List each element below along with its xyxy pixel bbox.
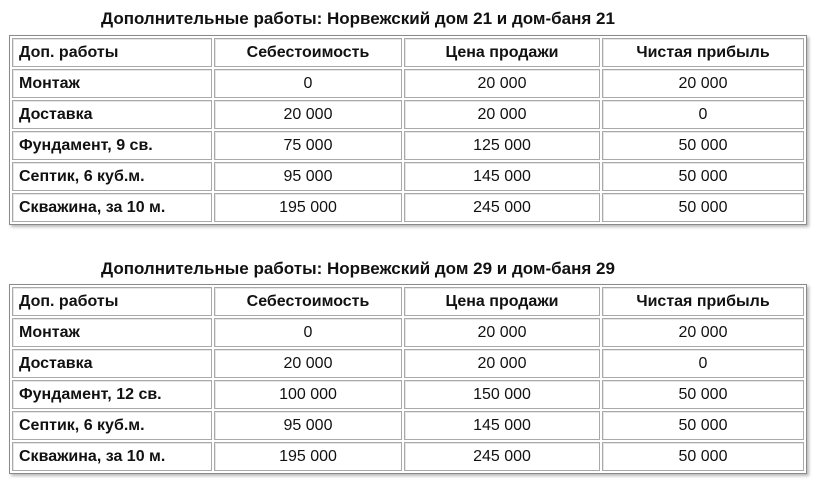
cost-cell: 195 000: [214, 193, 402, 222]
column-header-profit: Чистая прибыль: [602, 287, 804, 316]
price-cell: 20 000: [404, 69, 600, 98]
column-header-profit: Чистая прибыль: [602, 38, 804, 67]
profit-cell: 20 000: [602, 318, 804, 347]
table-row: [12, 193, 804, 222]
profit-cell: 0: [602, 100, 804, 129]
column-header-price: Цена продажи: [404, 287, 600, 316]
profit-cell: 0: [602, 349, 804, 378]
cost-cell: 100 000: [214, 380, 402, 409]
cost-cell: 75 000: [214, 131, 402, 160]
column-header-price: Цена продажи: [404, 38, 600, 67]
price-cell: 145 000: [404, 162, 600, 191]
table-row: [12, 318, 804, 347]
extra-works-table: [9, 35, 807, 225]
table-row: [12, 131, 804, 160]
work-name-cell: Септик, 6 куб.м.: [12, 162, 212, 191]
work-name-cell: Фундамент, 12 св.: [12, 380, 212, 409]
cost-cell: 20 000: [214, 100, 402, 129]
cost-cell: 95 000: [214, 411, 402, 440]
table-row: [12, 380, 804, 409]
column-header-cost: Себестоимость: [214, 287, 402, 316]
table-row: [12, 100, 804, 129]
table-row: [12, 69, 804, 98]
work-name-cell: Скважина, за 10 м.: [12, 442, 212, 471]
work-name-cell: Монтаж: [12, 318, 212, 347]
profit-cell: 20 000: [602, 69, 804, 98]
cost-cell: 0: [214, 318, 402, 347]
cost-cell: 0: [214, 69, 402, 98]
work-name-cell: Доставка: [12, 349, 212, 378]
column-header-work: Доп. работы: [12, 287, 212, 316]
price-cell: 150 000: [404, 380, 600, 409]
table-title: Дополнительные работы: Норвежский дом 21 и дом-баня 21: [101, 9, 615, 28]
price-cell: 125 000: [404, 131, 600, 160]
price-cell: 20 000: [404, 318, 600, 347]
cost-cell: 95 000: [214, 162, 402, 191]
column-header-cost: Себестоимость: [214, 38, 402, 67]
extra-works-table: [9, 284, 807, 474]
work-name-cell: Фундамент, 9 св.: [12, 131, 212, 160]
profit-cell: 50 000: [602, 193, 804, 222]
column-header-work: Доп. работы: [12, 38, 212, 67]
table-header-row: [12, 287, 804, 316]
price-cell: 245 000: [404, 442, 600, 471]
profit-cell: 50 000: [602, 131, 804, 160]
price-cell: 20 000: [404, 100, 600, 129]
work-name-cell: Скважина, за 10 м.: [12, 193, 212, 222]
work-name-cell: Монтаж: [12, 69, 212, 98]
profit-cell: 50 000: [602, 411, 804, 440]
table-title: Дополнительные работы: Норвежский дом 29 и дом-баня 29: [101, 259, 615, 278]
table-row: [12, 411, 804, 440]
price-cell: 20 000: [404, 349, 600, 378]
table-header-row: [12, 38, 804, 67]
table-row: [12, 349, 804, 378]
price-cell: 145 000: [404, 411, 600, 440]
price-cell: 245 000: [404, 193, 600, 222]
table-row: [12, 442, 804, 471]
profit-cell: 50 000: [602, 442, 804, 471]
profit-cell: 50 000: [602, 162, 804, 191]
work-name-cell: Доставка: [12, 100, 212, 129]
table-row: [12, 162, 804, 191]
cost-cell: 195 000: [214, 442, 402, 471]
profit-cell: 50 000: [602, 380, 804, 409]
work-name-cell: Септик, 6 куб.м.: [12, 411, 212, 440]
cost-cell: 20 000: [214, 349, 402, 378]
